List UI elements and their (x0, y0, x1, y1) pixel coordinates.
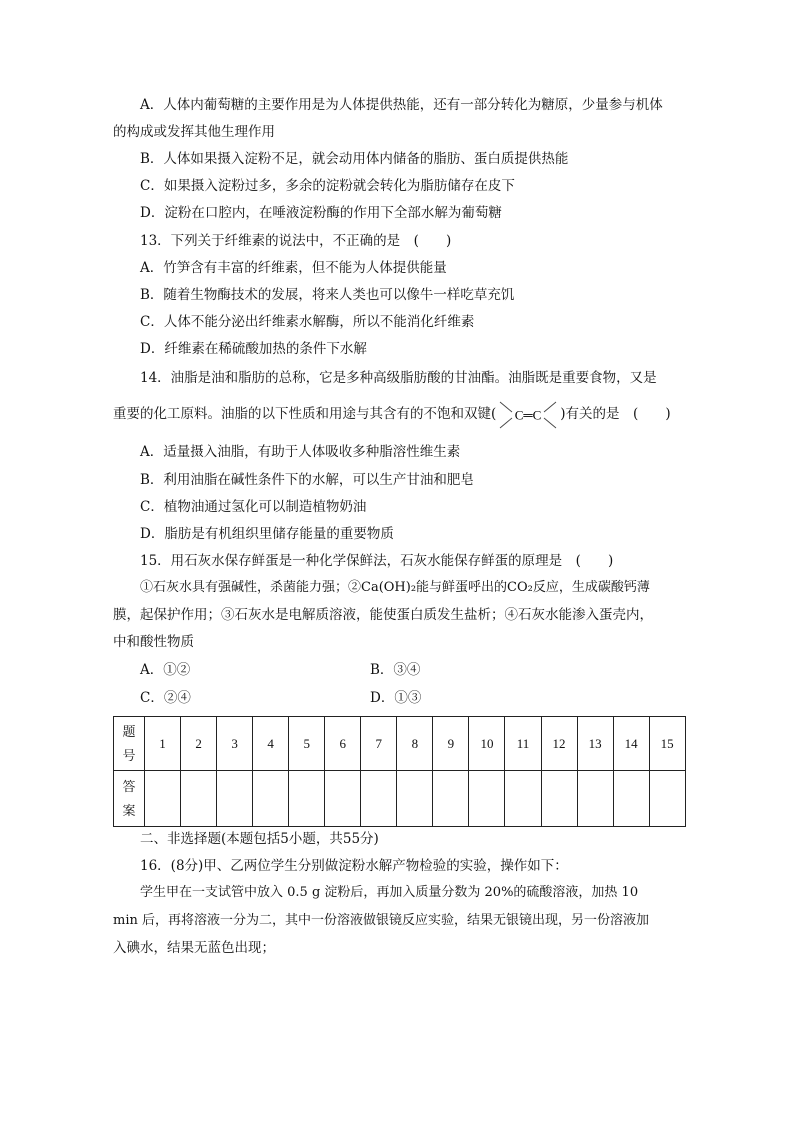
number-cell: 8 (397, 717, 433, 771)
q12-option-a-line1: A．人体内葡萄糖的主要作用是为人体提供热能，还有一部分转化为糖原，少量参与机体 (140, 97, 663, 113)
answer-table-number-row (114, 717, 686, 771)
answer-cell[interactable] (397, 771, 433, 827)
q14-option-a: A．适量摄入油脂，有助于人体吸收多种脂溶性维生素 (140, 444, 461, 460)
answer-cell[interactable] (577, 771, 613, 827)
answer-cell[interactable] (253, 771, 289, 827)
q16-text-line3: 入碘水，结果无蓝色出现； (113, 940, 275, 956)
q16-text-line2: min 后，再将溶液一分为二，其中一份溶液做银镜反应实验，结果无银镜出现，另一份溶液加 (113, 913, 649, 928)
q14-stem-text-b: )有关的是 ( ) (560, 406, 671, 422)
q12-option-b: B．人体如果摄入淀粉不足，就会动用体内储备的脂肪、蛋白质提供热能 (140, 151, 569, 167)
q12-option-a-line2: 的构成或发挥其他生理作用 (113, 124, 275, 140)
number-cell: 15 (649, 717, 685, 771)
q15-stem: 15．用石灰水保存鲜蛋是一种化学保鲜法，石灰水能保存鲜蛋的原理是 ( ) (140, 553, 614, 569)
answer-cell[interactable] (649, 771, 685, 827)
number-header-char-1: 题 (122, 723, 136, 739)
number-cell: 13 (577, 717, 613, 771)
answer-header-char-1: 答 (122, 778, 136, 794)
double-bond-structure (498, 406, 558, 424)
q15-desc-line2: 膜，起保护作用；③石灰水是电解质溶液，能使蛋白质发生盐析；④石灰水能渗入蛋壳内， (113, 607, 653, 623)
q16-stem: 16．(8分)甲、乙两位学生分别做淀粉水解产物检验的实验，操作如下： (140, 858, 568, 874)
answer-cell[interactable] (289, 771, 325, 827)
q13-option-b: B．随着生物酶技术的发展，将来人类也可以像牛一样吃草充饥 (140, 287, 515, 303)
q13-option-a: A．竹笋含有丰富的纤维素，但不能为人体提供能量 (140, 260, 447, 276)
number-cell: 2 (181, 717, 217, 771)
number-cell: 12 (541, 717, 577, 771)
answer-header-cell (114, 771, 145, 827)
answer-cell[interactable] (145, 771, 181, 827)
number-cell: 10 (469, 717, 505, 771)
answer-table-answer-row (114, 771, 686, 827)
q13-option-c: C．人体不能分泌出纤维素水解酶，所以不能消化纤维素 (140, 314, 475, 330)
number-cell: 1 (145, 717, 181, 771)
answer-cell[interactable] (361, 771, 397, 827)
section2-title: 二、非选择题(本题包括5小题，共55分) (140, 831, 379, 847)
number-cell: 5 (289, 717, 325, 771)
q15-desc-line3: 中和酸性物质 (113, 634, 194, 650)
double-bond-icon (498, 400, 558, 430)
number-cell: 7 (361, 717, 397, 771)
answer-cell[interactable] (469, 771, 505, 827)
bond-label: C═C (515, 407, 542, 422)
q14-stem-line2 (113, 405, 685, 424)
q14-stem-text-a: 重要的化工原料。油脂的以下性质和用途与其含有的不饱和双键( (113, 406, 497, 422)
answer-cell[interactable] (613, 771, 649, 827)
number-cell: 3 (217, 717, 253, 771)
answer-header-char-2: 案 (122, 802, 136, 818)
answer-cell[interactable] (433, 771, 469, 827)
number-cell: 11 (505, 717, 541, 771)
q15-option-c: C．②④ (140, 690, 191, 706)
q14-option-d: D．脂肪是有机组织里储存能量的重要物质 (140, 526, 394, 542)
q15-desc-line1: ①石灰水具有强碱性，杀菌能力强；②Ca(OH)₂能与鲜蛋呼出的CO₂反应，生成碳酸钙薄 (140, 580, 650, 595)
answer-cell[interactable] (181, 771, 217, 827)
number-cell: 4 (253, 717, 289, 771)
q12-option-d: D．淀粉在口腔内，在唾液淀粉酶的作用下全部水解为葡萄糖 (140, 205, 502, 221)
answer-table (113, 716, 686, 827)
q14-option-c: C．植物油通过氢化可以制造植物奶油 (140, 499, 367, 515)
q14-option-b: B．利用油脂在碱性条件下的水解，可以生产甘油和肥皂 (140, 472, 474, 488)
q13-option-d: D．纤维素在稀硫酸加热的条件下水解 (140, 341, 367, 357)
answer-cell[interactable] (541, 771, 577, 827)
number-cell: 14 (613, 717, 649, 771)
q15-option-d: D．①③ (370, 690, 422, 706)
q13-stem: 13．下列关于纤维素的说法中，不正确的是 ( ) (140, 233, 452, 249)
q14-stem-line1: 14．油脂是油和脂肪的总称，它是多种高级脂肪酸的甘油酯。油脂既是重要食物，又是 (140, 370, 657, 386)
answer-cell[interactable] (325, 771, 361, 827)
answer-cell[interactable] (505, 771, 541, 827)
q12-option-c: C．如果摄入淀粉过多，多余的淀粉就会转化为脂肪储存在皮下 (140, 178, 515, 194)
number-cell: 6 (325, 717, 361, 771)
q15-option-a: A．①② (140, 662, 191, 678)
number-cell: 9 (433, 717, 469, 771)
answer-cell[interactable] (217, 771, 253, 827)
number-header-cell (114, 717, 145, 771)
q15-option-b: B．③④ (370, 662, 421, 678)
q16-text-line1: 学生甲在一支试管中放入 0.5 g 淀粉后，再加入质量分数为 20%的硫酸溶液，加热 10 (140, 885, 639, 900)
number-header-char-2: 号 (122, 747, 136, 763)
